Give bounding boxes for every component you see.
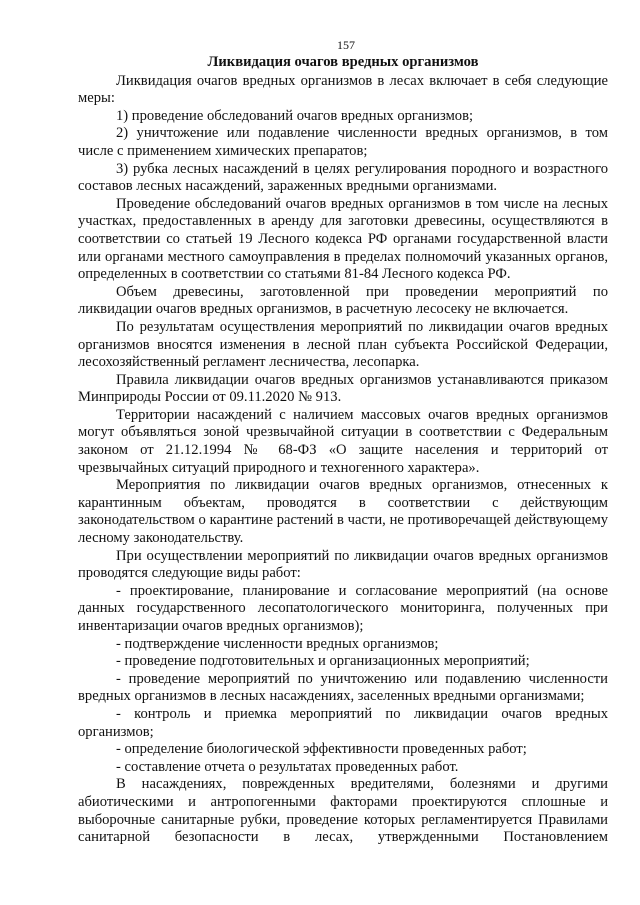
list-item: 3) рубка лесных насаждений в целях регулирования породного и возрастного составов лесных насаждений, зараженных вредными организмами.: [78, 160, 608, 195]
paragraph: Ликвидация очагов вредных организмов в лесах включает в себя следующие меры:: [78, 72, 608, 107]
paragraph: При осуществлении мероприятий по ликвидации очагов вредных организмов проводятся следующие виды работ:: [78, 547, 608, 582]
list-item: 2) уничтожение или подавление численности вредных организмов, в том числе с применением химических препаратов;: [78, 125, 608, 159]
page-number: 157: [337, 38, 355, 52]
list-item: - проведение подготовительных и организационных мероприятий;: [116, 653, 530, 670]
list-item: - проведение мероприятий по уничтожению или подавлению численности вредных организмов в лесных насаждениях, заселенных вредными организмами;: [78, 670, 608, 705]
list-item: - контроль и приемка мероприятий по ликвидации очагов вредных организмов;: [78, 705, 608, 740]
document-page: [78, 0, 608, 847]
paragraph: По результатам осуществления мероприятий по ликвидации очагов вредных организмов вносятся изменения в лесной план субъекта Российской Федерации, лесохозяйственный регламент лесничества, лесопарка.: [78, 318, 608, 371]
list-item: - определение биологической эффективности проведенных работ;: [116, 741, 527, 758]
list-item: 1) проведение обследований очагов вредных организмов;: [116, 107, 474, 124]
section-title: Ликвидация очагов вредных организмов: [207, 54, 479, 70]
paragraph: Объем древесины, заготовленной при проведении мероприятий по ликвидации очагов вредных организмов, в расчетную лесосеку не включается.: [78, 283, 608, 318]
paragraph: Проведение обследований очагов вредных организмов в том числе на лесных участках, предоставленных в аренду для заготовки древесины, осуществляются в соответствии со статьей 19 Лесного кодекса РФ органами государственной власти или органами местного самоуправления в пределах полномочий указанных органов, определенных в соответствии со статьями 81-84 Лесного кодекса РФ.: [78, 195, 608, 283]
list-item: - составление отчета о результатах проведенных работ.: [116, 758, 459, 775]
paragraph: В насаждениях, поврежденных вредителями, болезнями и другими абиотическими и антропогенными факторами проектируются сплошные и выборочные санитарные рубки, проведение которых регламентируется Правилами санитарной безопасности в лесах, утвержденными Постановлением: [78, 776, 608, 846]
list-item: - проектирование, планирование и согласование мероприятий (на основе данных государственного лесопатологического мониторинга, полученных при инвентаризации очагов вредных организмов);: [78, 582, 608, 634]
paragraph: Мероприятия по ликвидации очагов вредных организмов, отнесенных к карантинным объектам, проводятся в соответствии с действующим законодательством о карантине растений в части, не противоречащей действующему лесному законодательству.: [78, 477, 608, 547]
paragraph: Территории насаждений с наличием массовых очагов вредных организмов могут объявляться зоной чрезвычайной ситуации в соответствии с Федеральным законом от 21.12.1994 № 68-ФЗ «О защите населения и территорий от чрезвычайных ситуаций природного и техногенного характера».: [78, 406, 608, 476]
list-item: - подтверждение численности вредных организмов;: [116, 635, 439, 652]
paragraph: Правила ликвидации очагов вредных организмов устанавливаются приказом Минприроды России от 09.11.2020 № 913.: [78, 371, 608, 406]
